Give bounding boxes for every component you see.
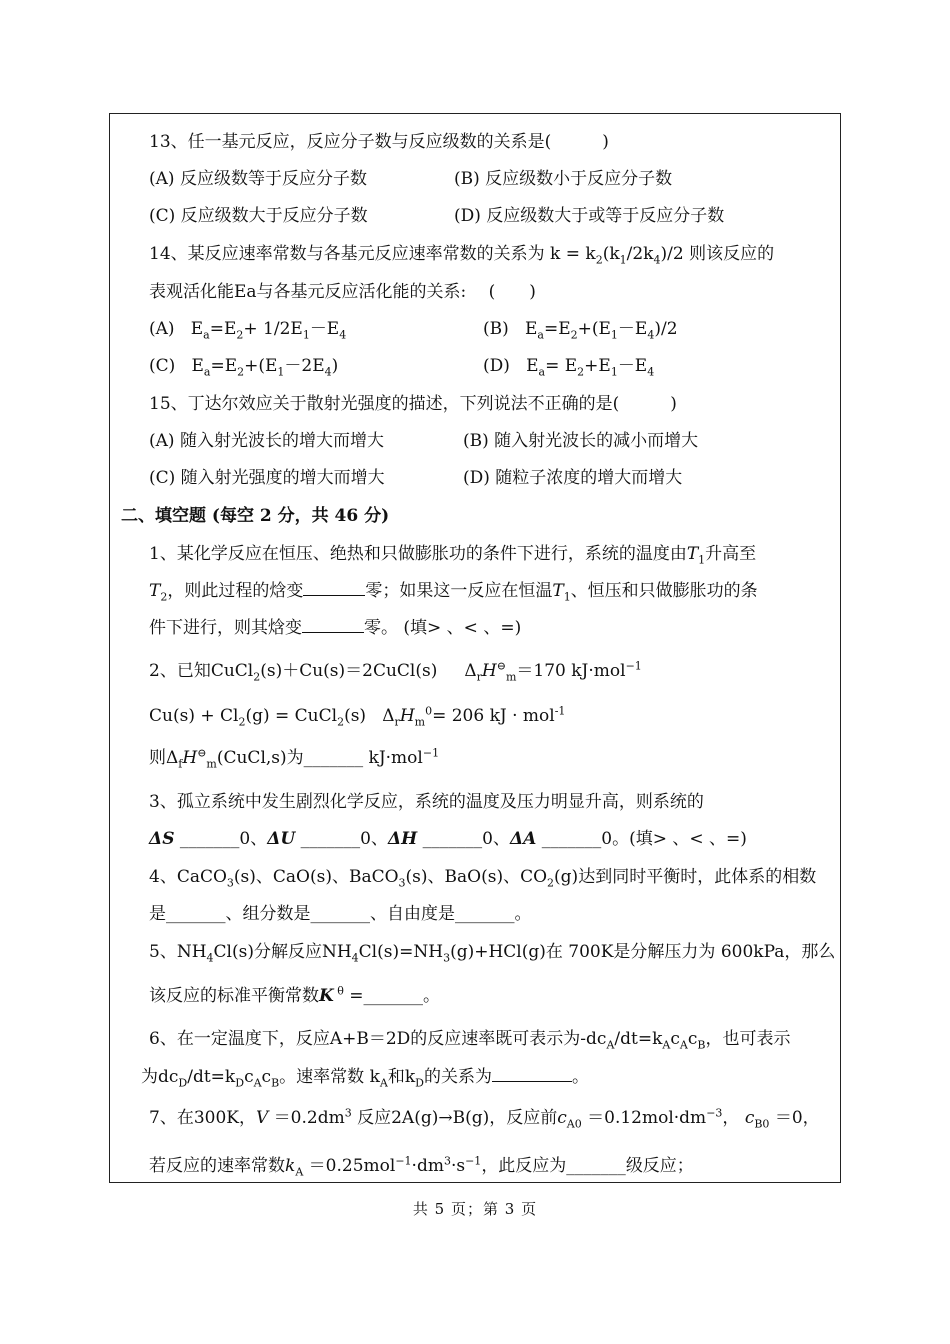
q15-option-b: (B) 随入射光波长的减小而增大 [463, 431, 699, 451]
section-title: 二、填空题 (每空 2 分，共 46 分) [121, 506, 390, 526]
q14-stem-line1: 14、某反应速率常数与各基元反应速率常数的关系为 $k = k_2(k_1/2k_4)/2$ 则该反应的 [149, 244, 775, 267]
q15-option-a: (A) 随入射光波长的增大而增大 [149, 431, 384, 451]
f4-line1: 4、CaCO$_3$(s)、CaO(s)、BaCO$_3$(s)、BaO(s)、$CO_2(g)$达到同时平衡时，此体系的相数 [149, 867, 817, 890]
q13-option-c: (C) 反应级数大于反应分子数 [149, 206, 368, 226]
f3-line2: ΔS _______0、ΔU _______0、ΔH _______0、ΔA _______0。(填> 、< 、=) [149, 829, 747, 849]
f2-line3: 则$\Delta_fH^⊖_m(CuCl,s)$为_______ kJ·mol$^{-1}$ [149, 746, 440, 771]
f1-line2: $T_2$，则此过程的焓变 零；如果这一反应在恒温$T_1$、恒压和只做膨胀功的条 [149, 581, 758, 604]
f6-line1: 6、在一定温度下，反应A+B＝2D的反应速率既可表示为$-dc_A/dt=k_Ac_Ac_B$，也可表示 [149, 1029, 791, 1052]
blank[interactable] [492, 1067, 572, 1082]
q13-option-b: (B) 反应级数小于反应分子数 [454, 169, 673, 189]
f3-line1: 3、孤立系统中发生剧烈化学反应，系统的温度及压力明显升高，则系统的 [149, 792, 704, 812]
f2-line2: $Cu(s) + Cl_2(g)$ = CuCl$_2$(s) $\Delta_rH_m^0= 206$ kJ · mol$^{-1}$ [149, 704, 566, 729]
f1-line1: 1、某化学反应在恒压、绝热和只做膨胀功的条件下进行，系统的温度由$T_1$升高至 [149, 544, 757, 567]
question-frame [109, 113, 841, 1183]
q13-stem: 13、任一基元反应，反应分子数与反应级数的关系是( ) [149, 132, 609, 152]
f2-line1: 2、已知CuCl$_2$(s)＋Cu(s)＝2CuCl(s) $\Delta_rH^⊖_m=170$ kJ·mol$^{-1}$ [149, 659, 642, 684]
q14-option-d: (D) $E_a= E_2+E_1-E_4$ [483, 356, 655, 379]
f1-line3: 件下进行，则其焓变 零。 (填> 、< 、=) [149, 618, 522, 638]
q14-option-c: (C) $E_a=E_2+(E_1-2E_4)$ [149, 356, 339, 379]
q14-option-b: (B) $E_a=E_2+(E_1-E_4)/2$ [483, 319, 678, 342]
f5-line2: 该反应的标准平衡常数K $^\theta$ =_______。 [149, 984, 441, 1006]
f7-line2: 若反应的速率常数$k_A =0.25mol^{-1}\cdot dm^3\cdot s^{-1}$，此反应为_______级反应； [149, 1154, 694, 1179]
q15-option-c: (C) 随入射光强度的增大而增大 [149, 468, 385, 488]
q13-option-d: (D) 反应级数大于或等于反应分子数 [454, 206, 725, 226]
q13-option-a: (A) 反应级数等于反应分子数 [149, 169, 367, 189]
page-footer: 共 5 页；第 3 页 [412, 1200, 538, 1218]
f4-line2: 是_______、组分数是_______、自由度是_______。 [149, 904, 532, 924]
q15-option-d: (D) 随粒子浓度的增大而增大 [463, 468, 683, 488]
f5-line1: 5、$NH_4Cl(s)$分解反应$NH_4Cl(s)=NH_3(g)+HCl(g)$在 700K是分解压力为 600kPa，那么 [149, 942, 836, 965]
f6-line2: 为$dc_D/dt=k_Dc_Ac_B$。速率常数 $k_A$和$k_D$的关系为 。 [141, 1067, 589, 1090]
q14-stem-line2: 表观活化能Ea与各基元反应活化能的关系: ( ) [149, 282, 536, 302]
q15-stem: 15、丁达尔效应关于散射光强度的描述，下列说法不正确的是( ) [149, 394, 677, 414]
blank[interactable] [302, 618, 364, 633]
f7-line1: 7、在300K，$V =0.2dm^3$ 反应2A(g)→B(g)，反应前$c_{A0} =0.12mol\cdot dm^{-3}$， $c_{B0} =0$， [149, 1106, 820, 1131]
blank[interactable] [303, 581, 365, 596]
q14-option-a: (A) $E_a=E_2+ 1/2E_1-E_4$ [149, 319, 347, 342]
